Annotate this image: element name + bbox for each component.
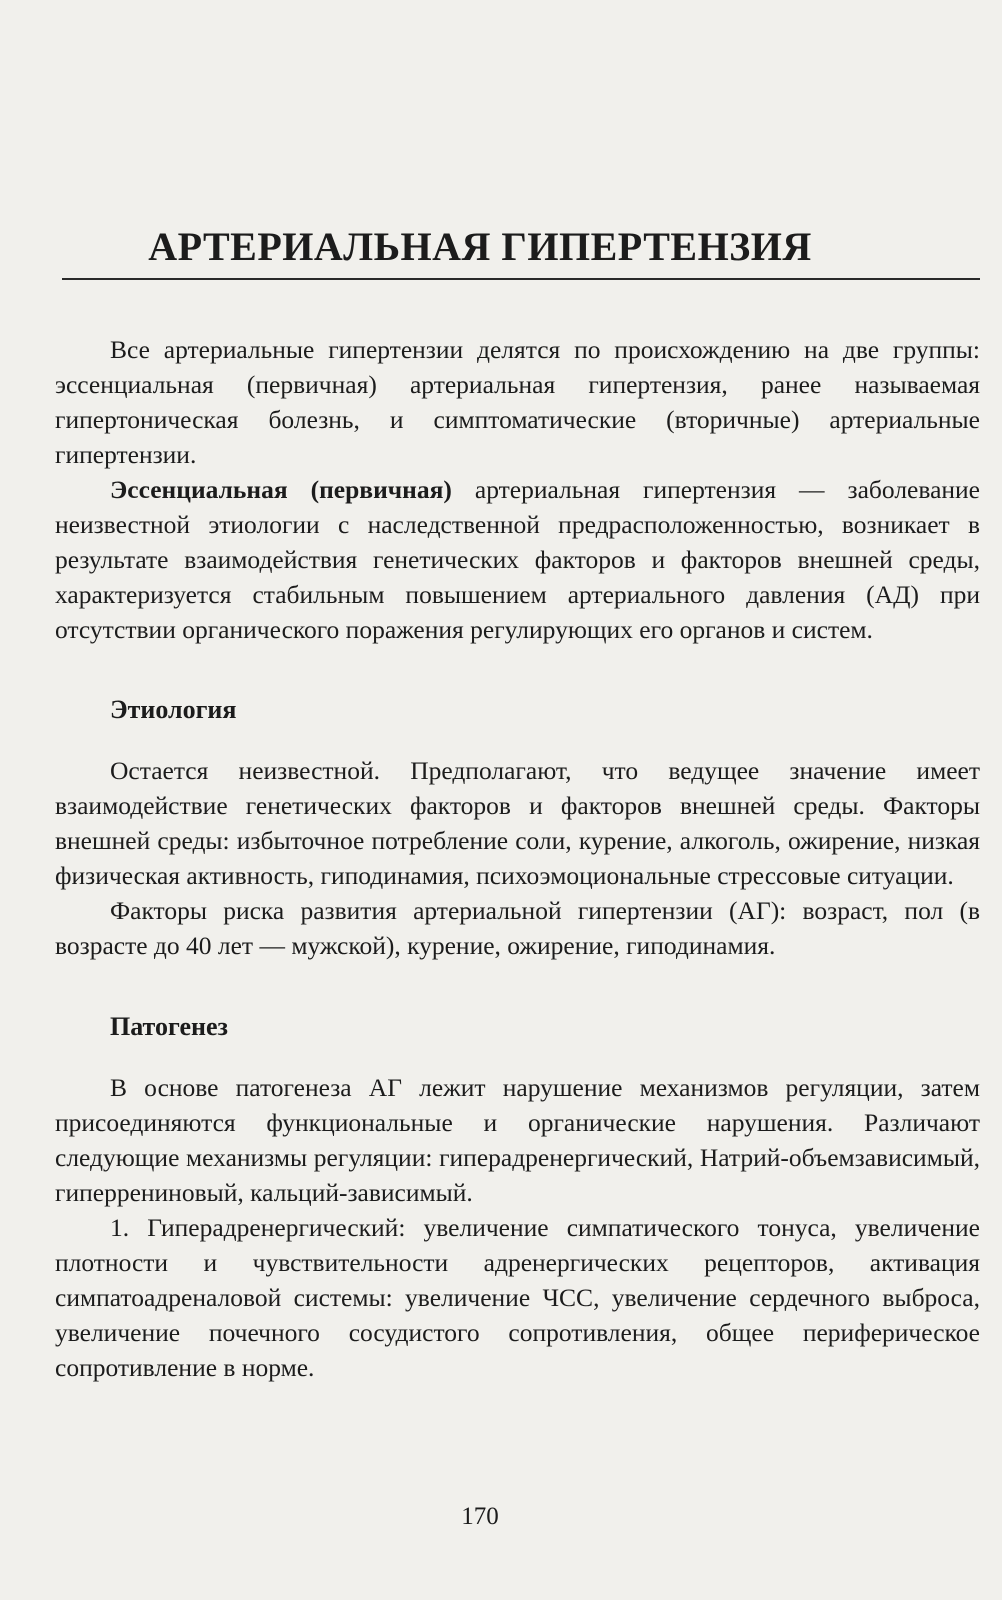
pathogenesis-paragraph-1: В основе патогенеза АГ лежит нарушение механизмов регуляции, затем присоединяются функциональные и органические нарушения. Различают следующие механизмы регуляции: гиперадренергический, Натрий-объемзависимый, гиперрениновый, кальций-зависимый. xyxy=(55,1073,980,1207)
body-text xyxy=(55,332,980,1385)
section-heading-etiology: Этиология xyxy=(110,695,237,724)
intro-paragraph-2 xyxy=(55,472,980,647)
etiology-paragraph-1: Остается неизвестной. Предполагают, что ведущее значение имеет взаимодействие генетических факторов и факторов внешней среды. Факторы внешней среды: избыточное потребление соли, курение, алкоголь, ожирение, низкая физическая активность, гиподинамия, психоэмоциональные стрессовые ситуации. xyxy=(55,756,980,890)
page-title xyxy=(60,223,980,271)
page-title-text: АРТЕРИАЛЬНАЯ ГИПЕРТЕНЗИЯ xyxy=(148,224,812,269)
pathogenesis-paragraph-2: 1. Гиперадренергический: увеличение симпатического тонуса, увеличение плотности и чувствительности адренергических рецепторов, активация симпатоадреналовой системы: увеличение ЧСС, увеличение сердечного выброса, увеличение почечного сосудистого сопротивления, общее периферическое сопротивление в норме. xyxy=(55,1213,980,1382)
intro-paragraph-2-text: артериальная гипертензия — заболевание неизвестной этиологии с наследственной предрасположенностью, возникает в результате взаимодействия генетических факторов и факторов внешней среды, характеризуется стабильным повышением артериального давления (АД) при отсутствии органического поражения регулирующих его органов и систем. xyxy=(55,475,980,644)
intro-bold-term: Эссенциальная (первичная) xyxy=(110,475,452,504)
title-underline xyxy=(62,278,980,280)
page-number: 170 xyxy=(461,1503,499,1530)
etiology-paragraph-2: Факторы риска развития артериальной гипертензии (АГ): возраст, пол (в возрасте до 40 лет — мужской), курение, ожирение, гиподинамия. xyxy=(55,896,980,960)
intro-paragraph-1: Все артериальные гипертензии делятся по происхождению на две группы: эссенциальная (первичная) артериальная гипертензия, ранее называемая гипертоническая болезнь, и симптоматические (вторичные) артериальные гипертензии. xyxy=(55,335,980,469)
section-heading-pathogenesis: Патогенез xyxy=(110,1012,228,1041)
